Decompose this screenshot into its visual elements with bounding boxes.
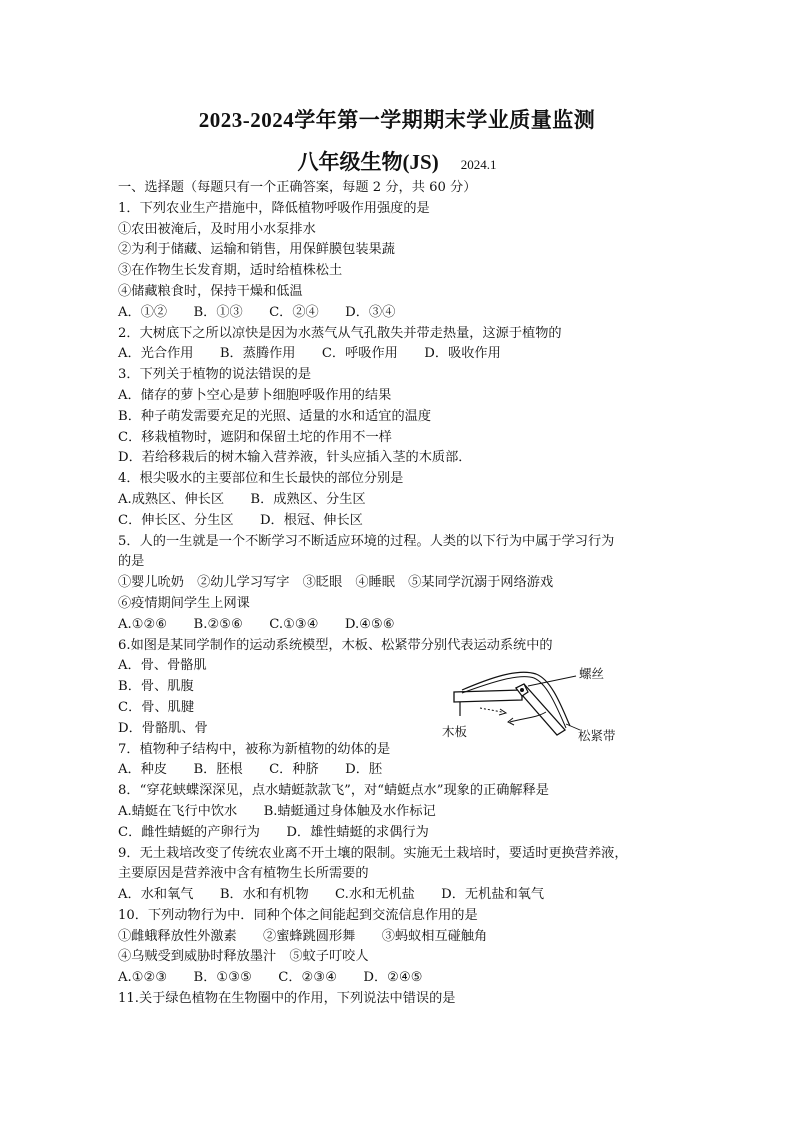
question-4-stem: 4．根尖吸水的主要部位和生长最快的部位分别是: [118, 471, 404, 487]
question-7-stem: 7．植物种子结构中，被称为新植物的幼体的是: [118, 741, 391, 757]
question-2-options: A．光合作用 B．蒸腾作用 C．呼吸作用 D．吸收作用: [118, 346, 501, 362]
question-10-item: ④乌贼受到威胁时释放墨汁 ⑤蚊子叮咬人: [118, 949, 369, 965]
question-6-option: C．骨、肌腱: [118, 699, 195, 715]
question-3-stem: 3．下列关于植物的说法错误的是: [118, 367, 312, 383]
question-6-option: D．骨骼肌、骨: [118, 720, 208, 736]
question-2-stem: 2．大树底下之所以凉快是因为水蒸气从气孔散失并带走热量，这源于植物的: [118, 325, 562, 341]
question-6-option: B．骨、肌腹: [118, 679, 194, 695]
question-1-stem: 1．下列农业生产措施中，降低植物呼吸作用强度的是: [118, 200, 430, 216]
question-4-options: A.成熟区、伸长区 B．成熟区、分生区: [118, 491, 366, 507]
question-5-options: A.①②⑥ B.②⑤⑥ C.①③④ D.④⑤⑥: [118, 616, 395, 632]
page-title: 2023-2024学年第一学期期末学业质量监测: [198, 108, 596, 132]
question-1-item: ④储藏粮食时，保持干燥和低温: [118, 283, 303, 299]
question-6-option: A．骨、骨骼肌: [118, 658, 207, 674]
question-10-stem: 10．下列动物行为中．同种个体之间能起到交流信息作用的是: [118, 907, 478, 923]
question-3-option: C．移栽植物时，遮阴和保留土坨的作用不一样: [118, 429, 392, 445]
question-3-option: D．若给移栽后的树木输入营养液，针头应插入茎的木质部．: [118, 450, 472, 466]
page-subtitle: 八年级生物(JS): [297, 150, 439, 174]
question-1-item: ③在作物生长发育期，适时给植株松土: [118, 263, 343, 279]
question-5-item: ⑥疫情期间学生上网课: [118, 595, 250, 611]
question-3-option: A．储存的萝卜空心是萝卜细胞呼吸作用的结果: [118, 387, 392, 403]
figure-label-screw: 螺丝: [579, 666, 605, 681]
question-9-stem: 主要原因是营养液中含有植物生长所需要的: [118, 866, 369, 882]
question-5-stem: 的是: [118, 554, 145, 570]
question-10-options: A.①②③ B．①③⑤ C．②③④ D．②④⑤: [118, 970, 423, 986]
question-6-stem: 6.如图是某同学制作的运动系统模型，木板、松紧带分别代表运动系统中的: [118, 637, 553, 653]
question-4-options: C．伸长区、分生区 D．根冠、伸长区: [118, 512, 363, 528]
question-5-item: ①婴儿吮奶 ②幼儿学习写字 ③眨眼 ④睡眠 ⑤某同学沉溺于网络游戏: [118, 575, 554, 591]
question-11-stem: 11.关于绿色植物在生物圈中的作用，下列说法中错误的是: [118, 991, 456, 1007]
movement-model-figure: [440, 660, 630, 744]
question-7-options: A．种皮 B．胚根 C．种脐 D．胚: [118, 762, 383, 778]
question-8-stem: 8．“穿花蛱蝶深深见，点水蜻蜓款款飞”，对“蜻蜓点水”现象的正确解释是: [118, 783, 549, 799]
question-1-options: A．①② B．①③ C．②④ D．③④: [118, 304, 396, 320]
question-8-options: A.蜻蜓在飞行中饮水 B.蜻蜓通过身体触及水作标记: [118, 803, 436, 819]
question-9-stem: 9．无土栽培改变了传统农业离不开土壤的限制。实施无土栽培时，要适时更换营养液，: [118, 845, 628, 861]
question-9-options: A．水和氧气 B．水和有机物 C.水和无机盐 D．无机盐和氧气: [118, 887, 545, 903]
question-1-item: ①农田被淹后，及时用小水泵排水: [118, 221, 316, 237]
section-heading: 一、选择题（每题只有一个正确答案，每题 2 分，共 60 分）: [118, 180, 477, 195]
figure-label-band: 松紧带: [578, 728, 616, 743]
exam-date: 2024.1: [460, 157, 497, 172]
question-1-item: ②为利于储藏、运输和销售，用保鲜膜包装果蔬: [118, 242, 395, 258]
question-3-option: B．种子萌发需要充足的光照、适量的水和适宜的温度: [118, 408, 432, 424]
question-body: [118, 178, 678, 1010]
question-8-options: C．雌性蜻蜓的产卵行为 D．雄性蜻蜓的求偶行为: [118, 824, 429, 840]
question-5-stem: 5．人的一生就是一个不断学习不断适应环境的过程。人类的以下行为中属于学习行为: [118, 533, 615, 549]
question-10-item: ①雌蛾释放性外激素 ②蜜蜂跳圆形舞 ③蚂蚁相互碰触角: [118, 928, 488, 944]
figure-label-board: 木板: [442, 724, 468, 739]
subtitle-row: [0, 146, 794, 176]
